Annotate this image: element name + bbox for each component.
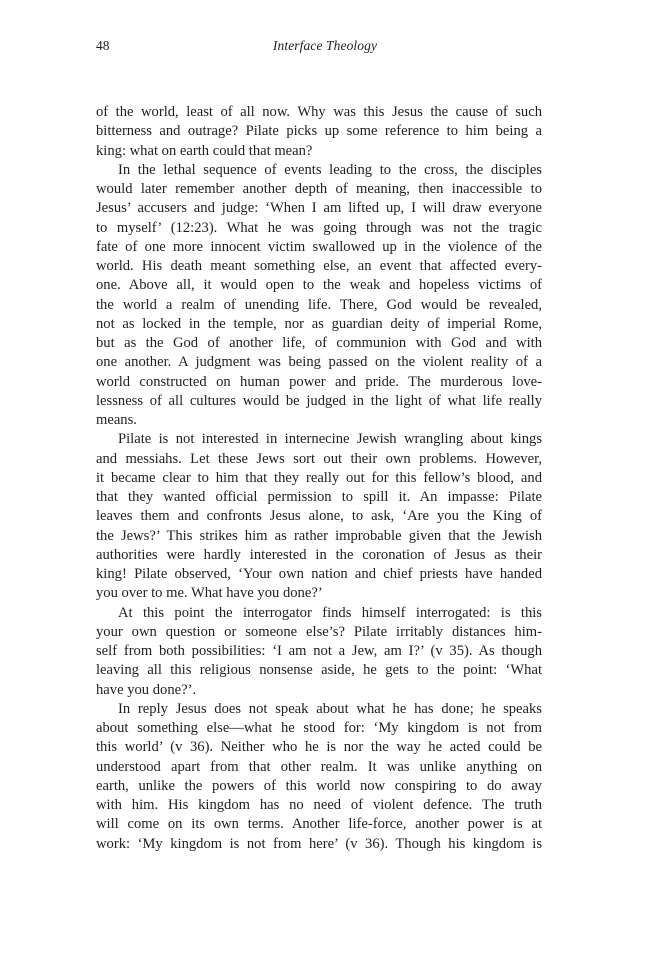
text-line: Jesus’ accusers and judge: ‘When I am lifted up, I will draw everyone	[96, 200, 542, 217]
text-line: earth, unlike the powers of this world now conspiring to do away	[96, 777, 542, 794]
text-line: In the lethal sequence of events leading to the cross, the disciples	[118, 161, 542, 178]
paragraph-3	[96, 430, 542, 603]
text-line: to myself’ (12:23). What he was going through was not the tragic	[96, 219, 542, 236]
text-line: At this point the interrogator finds himself interrogated: is this	[118, 604, 542, 621]
page-header	[0, 36, 650, 56]
text-line: Pilate is not interested in internecine Jewish wrangling about kings	[118, 431, 542, 448]
text-line: would later remember another depth of meaning, then inaccessible to	[96, 181, 542, 197]
text-line: work: ‘My kingdom is not from here’ (v 36). Though his kingdom is	[96, 835, 542, 852]
paragraph-2	[96, 161, 542, 431]
text-line: lessness of all cultures would be judged in the light of what life really	[96, 392, 542, 409]
text-line: the world a realm of unending life. There, God would be revealed,	[96, 296, 542, 313]
text-line: the Jews?’ This strikes him as rather improbable given that the Jewish	[96, 527, 542, 544]
text-line: about something else—what he stood for: ‘My kingdom is not from	[96, 720, 542, 736]
paragraph-4	[96, 604, 542, 700]
page-number: 48	[96, 38, 110, 53]
text-line: king! Pilate observed, ‘Your own nation and chief priests have handed	[96, 566, 542, 582]
text-line: leaving all this religious nonsense aside, he gets to the point: ‘What	[96, 662, 542, 679]
text-line: with him. His kingdom has no need of violent defence. The truth	[96, 797, 542, 813]
text-line: you over to me. What have you done?’	[96, 585, 323, 602]
text-line: In reply Jesus does not speak about what he has done; he speaks	[118, 700, 542, 717]
text-line: authorities were hardly interested in the coronation of Jesus as their	[96, 546, 542, 563]
text-line: one another. A judgment was being passed on the violent reality of a	[96, 354, 542, 371]
text-line: world constructed on human power and pride. The murderous love-	[96, 373, 542, 390]
text-line: leaves them and confronts Jesus alone, to ask, ‘Are you the King of	[96, 508, 542, 525]
text-line: but as the God of another life, of communion with God and with	[96, 335, 542, 351]
text-line: means.	[96, 412, 137, 428]
text-line: king: what on earth could that mean?	[96, 142, 313, 159]
text-line: it became clear to him that they really out for this fellow’s blood, and	[96, 469, 542, 486]
running-head: Interface Theology	[272, 38, 378, 53]
paragraph-5	[96, 700, 542, 854]
text-line: have you done?’.	[96, 681, 197, 698]
text-line: will come on its own terms. Another life-force, another power is at	[96, 816, 542, 833]
text-line: your own question or someone else’s? Pilate irritably distances him-	[96, 623, 542, 640]
text-line: that they wanted official permission to spill it. An impasse: Pilate	[96, 489, 542, 505]
text-line: not as locked in the temple, nor as guardian deity of imperial Rome,	[96, 315, 542, 332]
text-line: self from both possibilities: ‘I am not a Jew, am I?’ (v 35). As though	[96, 643, 542, 659]
text-line: this world’ (v 36). Neither who he is nor the way he acted could be	[96, 739, 542, 756]
text-line: world. His death meant something else, an event that affected every-	[96, 258, 542, 274]
text-line: understood apart from that other realm. It was unlike anything on	[96, 758, 542, 775]
text-line: and messiahs. Let these Jews sort out their own problems. However,	[96, 450, 542, 467]
text-line: bitterness and outrage? Pilate picks up some reference to him being a	[96, 123, 542, 140]
paragraph-1	[96, 103, 542, 161]
text-line: one. Above all, it would open to the weak and hopeless victims of	[96, 277, 542, 294]
text-line: of the world, least of all now. Why was this Jesus the cause of such	[96, 104, 542, 120]
text-line: fate of one more innocent victim swallowed up in the violence of the	[96, 238, 542, 255]
body-text	[96, 103, 542, 854]
